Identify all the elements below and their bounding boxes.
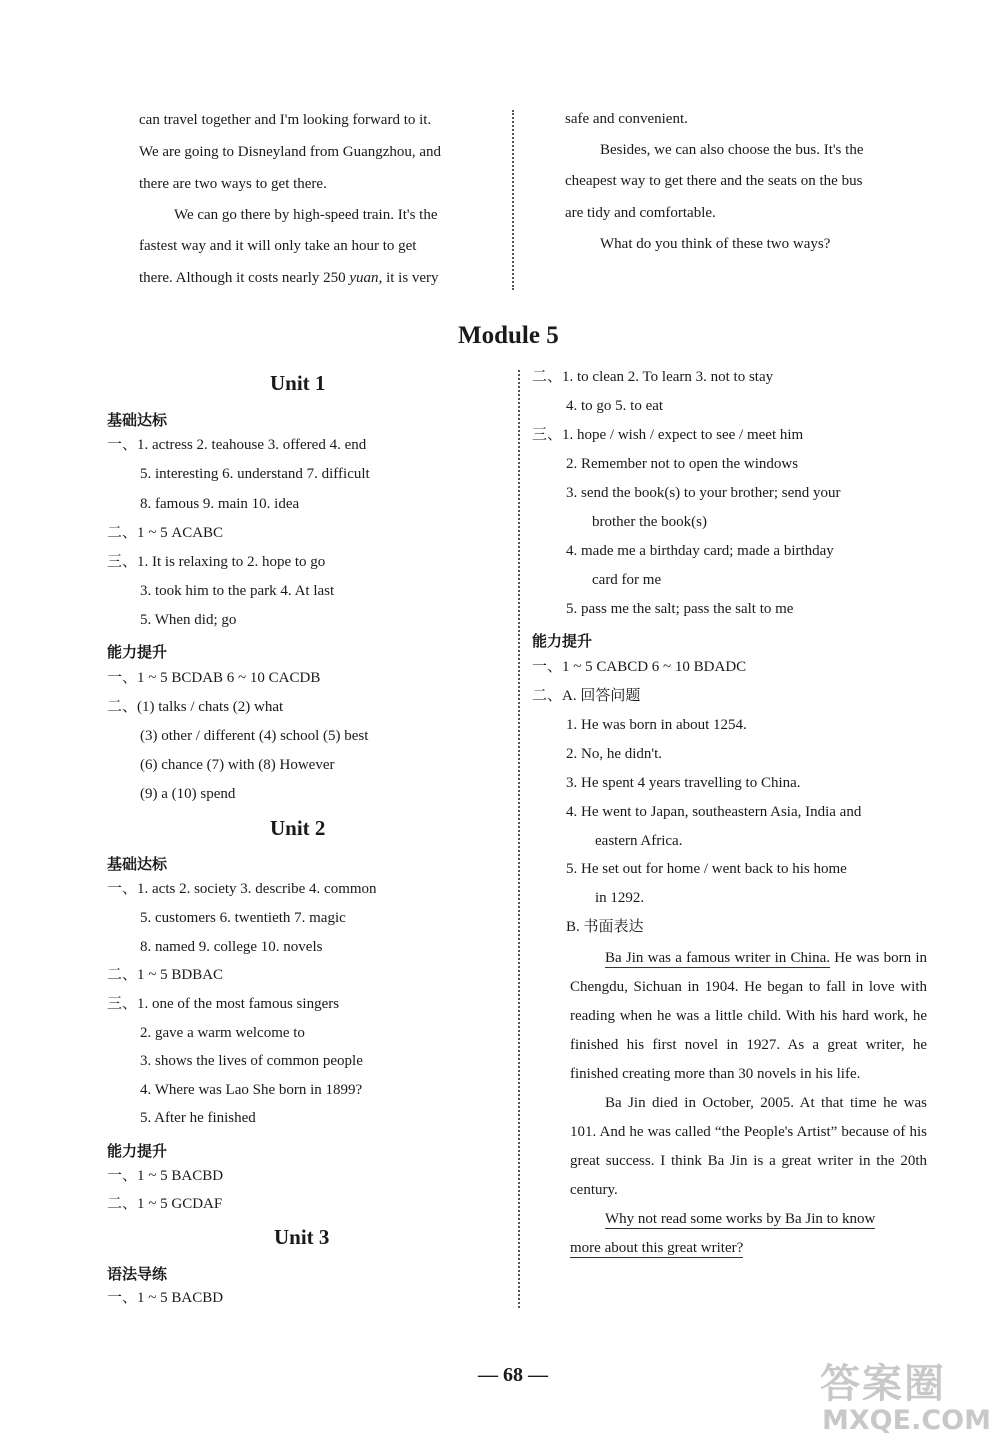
unit2-ability-heading: 能力提升 [107, 1142, 168, 1160]
essay-opening-sentence: Ba Jin was a famous writer in China. [605, 950, 831, 966]
u2-line-6: 2. gave a warm welcome to [140, 1025, 305, 1041]
watermark-logo: 答案圈 [820, 1361, 946, 1407]
unit1-basic-heading: 基础达标 [107, 411, 168, 429]
essay-block [570, 944, 927, 1263]
intro-left-line-1: can travel together and I'm looking forward to it. [139, 112, 432, 128]
unit1-ability-heading: 能力提升 [107, 643, 168, 661]
u1-line-5: 三、1. It is relaxing to 2. hope to go [107, 554, 326, 570]
main-column-divider [518, 370, 520, 1308]
r-line-18: in 1292. [595, 890, 645, 906]
intro-left-line-6a: there. Although it costs nearly 250 [139, 270, 350, 286]
u1-line-4: 二、1 ~ 5 ACABC [107, 525, 224, 541]
unit1-heading: Unit 1 [270, 371, 326, 395]
u2-line-2: 5. customers 6. twentieth 7. magic [140, 910, 346, 926]
u2-line-5: 三、1. one of the most famous singers [107, 996, 340, 1012]
r-line-7: 4. made me a birthday card; made a birthday [566, 543, 834, 559]
u1-line-12: (9) a (10) spend [140, 786, 236, 802]
u1-line-8: 一、1 ~ 5 BCDAB 6 ~ 10 CACDB [107, 670, 321, 686]
u1-line-11: (6) chance (7) with (8) However [140, 757, 335, 773]
essay-closing-sentence-2: more about this great writer? [570, 1240, 744, 1256]
r-line-16: eastern Africa. [595, 833, 683, 849]
essay-paragraph-1 [570, 944, 927, 1089]
essay-paragraph-1-rest: He was born in Chengdu, Sichuan in 1904. He began to fall in love with reading when he was a little child. With his hard work, he finished his first novel in 1927. As a great writer, he finished creating more than 30 novels in his life. [570, 950, 928, 1082]
intro-left-line-3: there are two ways to get there. [139, 176, 327, 192]
u1-line-3: 8. famous 9. main 10. idea [140, 496, 300, 512]
u2-line-9: 5. After he finished [140, 1110, 256, 1126]
r-line-15: 4. He went to Japan, southeastern Asia, India and [566, 804, 862, 820]
r-line-6: brother the book(s) [592, 514, 707, 530]
r-line-9: 5. pass me the salt; pass the salt to me [566, 601, 794, 617]
r-line-1: 二、1. to clean 2. To learn 3. not to stay [532, 369, 774, 385]
intro-right-line-1: safe and convenient. [565, 111, 688, 127]
unit2-heading: Unit 2 [270, 816, 326, 840]
intro-column-divider [512, 110, 514, 290]
u2-line-10: 一、1 ~ 5 BACBD [107, 1168, 224, 1184]
intro-right-line-4: are tidy and comfortable. [565, 205, 716, 221]
r-line-3: 三、1. hope / wish / expect to see / meet him [532, 427, 804, 443]
r-line-5: 3. send the book(s) to your brother; send your [566, 485, 841, 501]
u2-line-1: 一、1. acts 2. society 3. describe 4. common [107, 881, 377, 897]
essay-closing-sentence-1: Why not read some works by Ba Jin to know [605, 1211, 876, 1227]
u1-line-9: 二、(1) talks / chats (2) what [107, 699, 284, 715]
intro-right-line-3: cheapest way to get there and the seats on the bus [565, 173, 863, 189]
r-line-13: 2. No, he didn't. [566, 746, 663, 762]
intro-left-line-5: fastest way and it will only take an hour to get [139, 238, 417, 254]
essay-closing-line-2 [570, 1234, 927, 1263]
watermark-url: MXQE.COM [822, 1405, 991, 1436]
r-line-11: 二、A. 回答问题 [532, 688, 641, 704]
intro-right-line-2: Besides, we can also choose the bus. It's the [600, 142, 864, 158]
u2-line-4: 二、1 ~ 5 BDBAC [107, 967, 224, 983]
r-line-4: 2. Remember not to open the windows [566, 456, 799, 472]
u1-line-7: 5. When did; go [140, 612, 237, 628]
intro-yuan: yuan [349, 270, 379, 286]
r-line-19: B. 书面表达 [566, 919, 644, 935]
u1-line-6: 3. took him to the park 4. At last [140, 583, 335, 599]
r-line-12: 1. He was born in about 1254. [566, 717, 747, 733]
intro-left-line-6 [139, 271, 439, 286]
u2-line-8: 4. Where was Lao She born in 1899? [140, 1082, 363, 1098]
right-ability-heading: 能力提升 [532, 632, 593, 650]
intro-right-line-5: What do you think of these two ways? [600, 236, 831, 252]
intro-left-line-4: We can go there by high-speed train. It's the [174, 207, 438, 223]
u1-line-2: 5. interesting 6. understand 7. difficult [140, 466, 370, 482]
r-line-2: 4. to go 5. to eat [566, 398, 664, 414]
module-title: Module 5 [458, 322, 559, 349]
intro-left-line-6b: , it is very [378, 270, 439, 286]
r-line-10: 一、1 ~ 5 CABCD 6 ~ 10 BDADC [532, 659, 747, 675]
page-number: — 68 — [478, 1364, 548, 1386]
r-line-8: card for me [592, 572, 662, 588]
r-line-17: 5. He set out for home / went back to his home [566, 861, 847, 877]
u1-line-10: (3) other / different (4) school (5) best [140, 728, 369, 744]
unit3-grammar-heading: 语法导练 [107, 1265, 168, 1283]
essay-closing-line-1 [570, 1205, 927, 1234]
unit2-basic-heading: 基础达标 [107, 855, 168, 873]
u2-line-11: 二、1 ~ 5 GCDAF [107, 1196, 223, 1212]
u3-line-1: 一、1 ~ 5 BACBD [107, 1290, 224, 1306]
u1-line-1: 一、1. actress 2. teahouse 3. offered 4. end [107, 437, 367, 453]
r-line-14: 3. He spent 4 years travelling to China. [566, 775, 801, 791]
unit3-heading: Unit 3 [274, 1225, 330, 1249]
u2-line-7: 3. shows the lives of common people [140, 1053, 363, 1069]
u2-line-3: 8. named 9. college 10. novels [140, 939, 323, 955]
essay-paragraph-2: Ba Jin died in October, 2005. At that time he was 101. And he was called “the People's Artist” because of his great success. I think Ba Jin is a great writer in the 20th century. [570, 1095, 927, 1198]
intro-left-line-2: We are going to Disneyland from Guangzhou, and [139, 144, 442, 160]
